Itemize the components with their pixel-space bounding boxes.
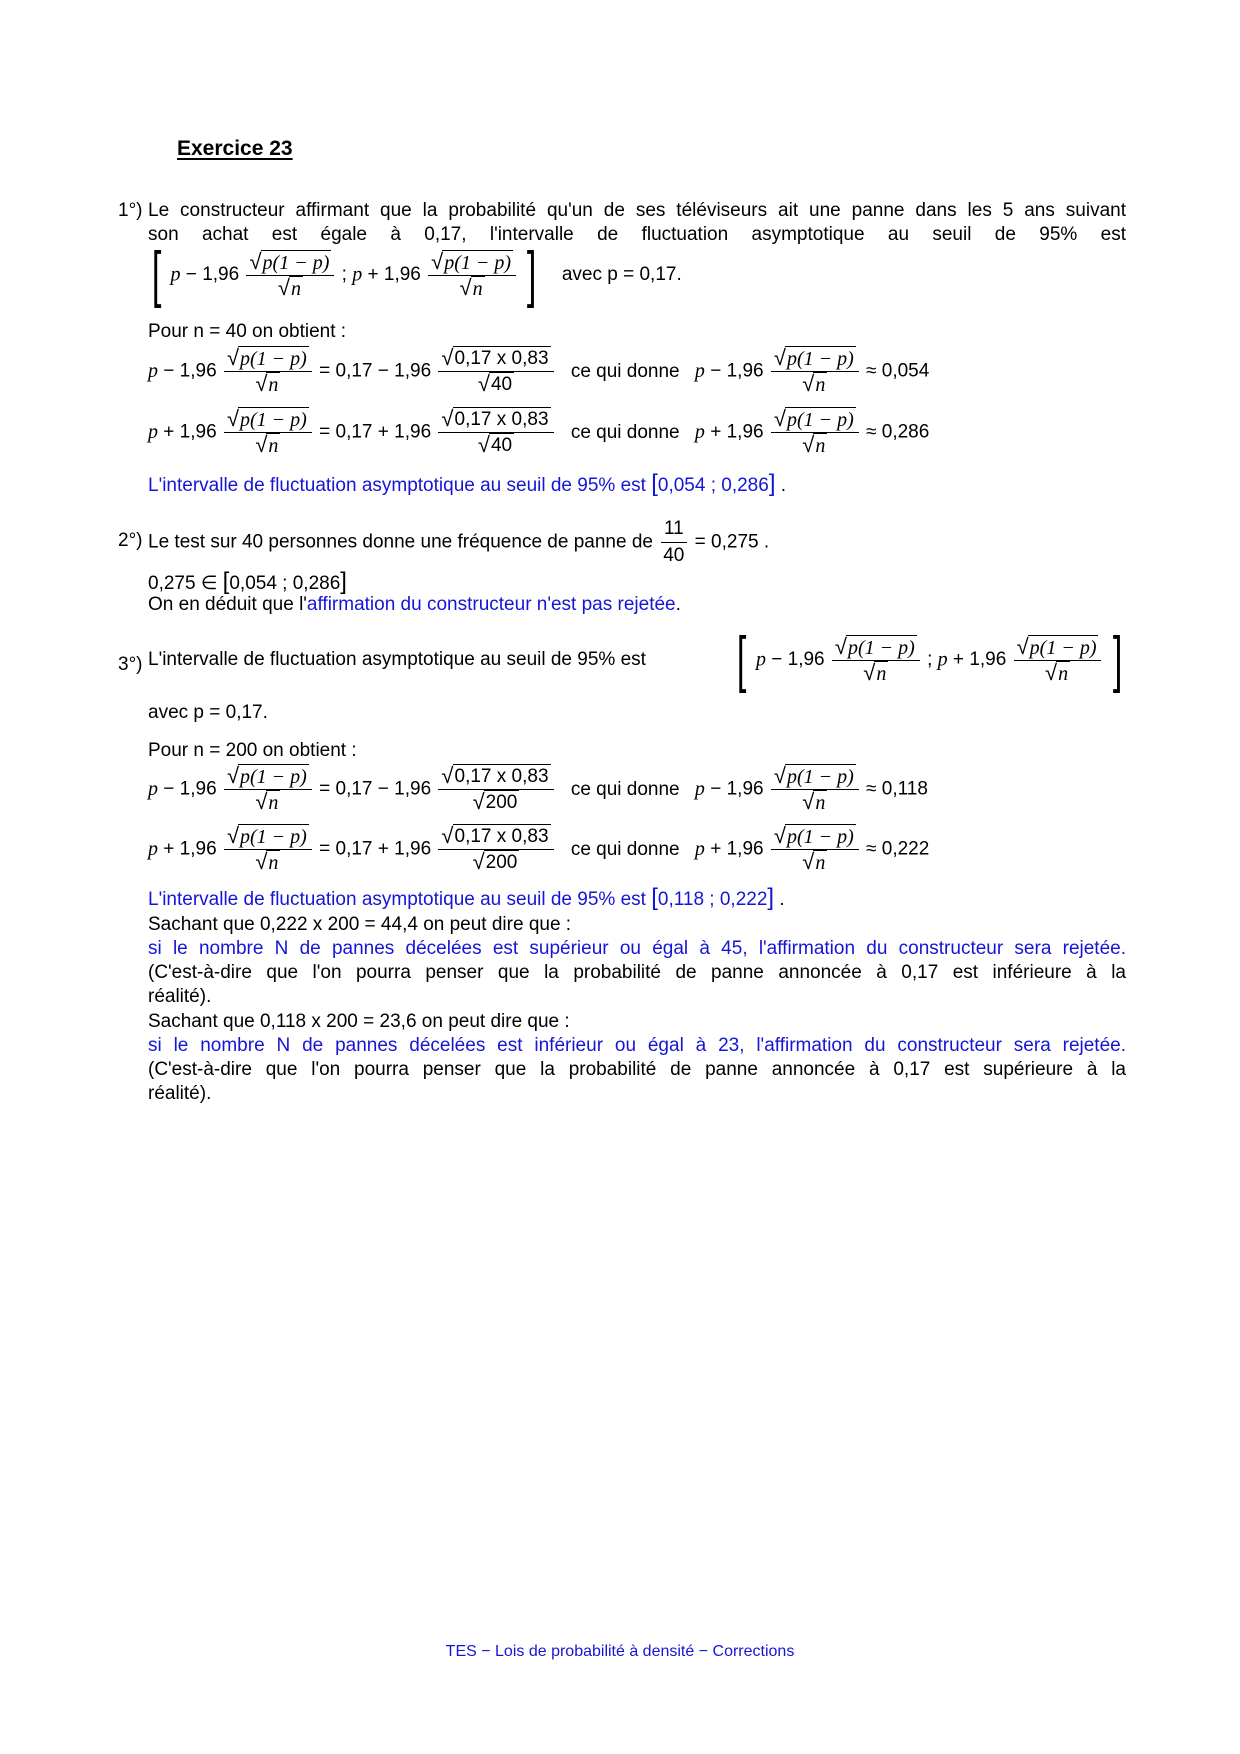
q2-membership: 0,275 ∈ [0,054 ; 0,286] — [148, 568, 347, 595]
q3-avec: avec p = 0,17. — [148, 702, 268, 723]
page-footer: TES − Lois de probabilité à densité − Corrections — [445, 1643, 795, 1660]
q1-conclusion: L'intervalle de fluctuation asymptotique au seuil de 95% est [0,054 ; 0,286] . — [148, 470, 787, 497]
q1-pour: Pour n = 40 on obtient : — [148, 321, 347, 342]
q3-lower-bound-line: p − 1,96 √ p(1 − p) √ n = 0,17 − 1,96 √ 0,17 x 0,83 √ 200 ce qui donne p − 1,96 √ p(1 − p) √ n ≈ 0,118 — [148, 763, 928, 814]
q1-upper-bound-line: p + 1,96 √ p(1 − p) √ n = 0,17 + 1,96 √ 0,17 x 0,83 √ 40 ce qui donne p + 1,96 √ p(1 − p) √ n ≈ 0,286 — [148, 406, 930, 457]
left-bracket: [ — [151, 240, 162, 309]
fraction: √ p(1 − p) √ n — [428, 250, 516, 301]
q2-line1: Le test sur 40 personnes donne une fréquence de panne de $\frac{11}{40}$ = 0,275 . — [148, 518, 770, 566]
q3-s1: Sachant que 0,222 x 200 = 44,4 on peut dire que : — [148, 914, 572, 935]
q2-number: 2°) — [118, 530, 143, 551]
q3-s2: Sachant que 0,118 x 200 = 23,6 on peut dire que : — [148, 1011, 570, 1032]
exercise-title: Exercice 23 — [177, 137, 293, 160]
q3-s2-note1: (C'est-à-dire que l'on pourra penser que la probabilité de panne annoncée à 0,17 est supérieure à la — [148, 1059, 1126, 1080]
q1-interval-formula: [ p − 1,96 √ p(1 − p) √ n ; p + 1,96 √ p(1 − p) √ n ] avec p = 0,17. — [151, 240, 682, 309]
q3-s2-note2: réalité). — [148, 1083, 212, 1104]
q3-number: 3°) — [118, 654, 143, 675]
q3-conclusion: L'intervalle de fluctuation asymptotique au seuil de 95% est [0,118 ; 0,222] . — [148, 884, 785, 911]
q3-s1-blue: si le nombre N de pannes décelées est supérieur ou égal à 45, l'affirmation du constructeur sera rejetée. — [148, 938, 1126, 959]
q1-line2: son achat est égale à 0,17, l'intervalle de fluctuation asymptotique au seuil de 95% est — [148, 224, 1126, 245]
q3-s1-note1: (C'est-à-dire que l'on pourra penser que la probabilité de panne annoncée à 0,17 est inférieure à la — [148, 962, 1126, 983]
q3-interval-formula: L'intervalle de fluctuation asymptotique au seuil de 95% est [ p − 1,96 √ p(1 − p) √ n ; p + 1,96 √ p(1 − p) √ n ] — [148, 625, 1123, 694]
q3-s1-note2: réalité). — [148, 986, 212, 1007]
q2-deduction: On en déduit que l'affirmation du constructeur n'est pas rejetée. — [148, 594, 681, 615]
q3-s2-blue: si le nombre N de pannes décelées est inférieur ou égal à 23, l'affirmation du constructeur sera rejetée. — [148, 1035, 1126, 1056]
q1-lower-bound-line: p − 1,96 √ p(1 − p) √ n = 0,17 − 1,96 √ 0,17 x 0,83 √ 40 ce qui donne p − 1,96 √ p(1 − p) √ n ≈ 0,054 — [148, 345, 930, 396]
q1-line1: Le constructeur affirmant que la probabilité qu'un de ses téléviseurs ait une panne dans les 5 ans suivant — [148, 200, 1126, 221]
q1-number: 1°) — [118, 200, 143, 221]
q3-upper-bound-line: p + 1,96 √ p(1 − p) √ n = 0,17 + 1,96 √ 0,17 x 0,83 √ 200 ce qui donne p + 1,96 √ p(1 − p) √ n ≈ 0,222 — [148, 823, 930, 874]
fraction: √ p(1 − p) √ n — [246, 250, 334, 301]
right-bracket: ] — [527, 240, 537, 309]
q3-pour: Pour n = 200 on obtient : — [148, 740, 357, 761]
